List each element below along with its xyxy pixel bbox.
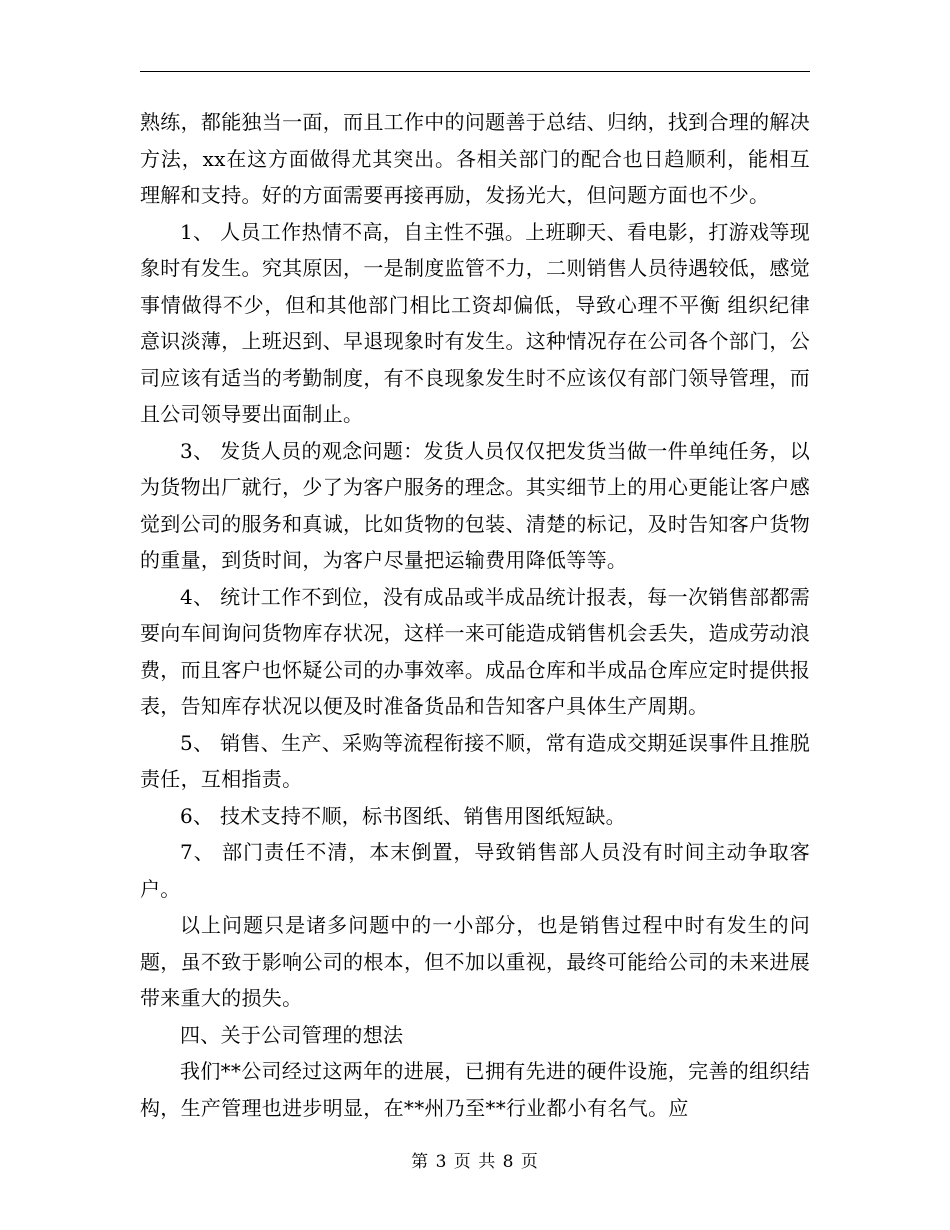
header-rule [140, 71, 810, 72]
paragraph: 7、 部门责任不清，本末倒置，导致销售部人员没有时间主动争取客户。 [140, 840, 810, 901]
paragraph: 3、 发货人员的观念问题：发货人员仅仅把发货当做一件单纯任务，以为货物出厂就行，少了为客户服务的理念。其实细节上的用心更能让客户感觉到公司的服务和真诚，比如货物的包装、清楚的标记，及时告知客户货物的重量，到货时间，为客户尽量把运输费用降低等等。 [140, 438, 810, 572]
paragraph: 5、 销售、生产、采购等流程衔接不顺，常有造成交期延误事件且推脱责任，互相指责。 [140, 730, 810, 791]
page-footer [0, 1150, 950, 1174]
paragraph: 熟练，都能独当一面，而且工作中的问题善于总结、归纳，找到合理的解决方法，xx在这方面做得尤其突出。各相关部门的配合也日趋顺利，能相互理解和支持。好的方面需要再接再励，发扬光大，但问题方面也不少。 [140, 110, 810, 207]
footer-suffix: 页 [514, 1152, 539, 1172]
document-body [140, 104, 810, 1126]
paragraph: 1、 人员工作热情不高，自主性不强。上班聊天、看电影，打游戏等现象时有发生。究其原因，一是制度监管不力，二则销售人员待遇较低，感觉事情做得不少，但和其他部门相比工资却偏低，导致心理不平衡 组织纪律意识淡薄，上班迟到、早退现象时有发生。这种情况存在公司各个部门，公司应该有适当的考勤制度，有不良现象发生时不应该仅有部门领导管理，而且公司领导要出面制止。 [140, 219, 810, 426]
paragraph: 6、 技术支持不顺，标书图纸、销售用图纸短缺。 [180, 803, 626, 828]
paragraph: 4、 统计工作不到位，没有成品或半成品统计报表，每一次销售部都需要向车间询问货物库存状况，这样一来可能造成销售机会丢失，造成劳动浪费，而且客户也怀疑公司的办事效率。成品仓库和半成品仓库应定时提供报表，告知库存状况以便及时准备货品和告知客户具体生产周期。 [140, 584, 810, 718]
paragraph: 我们**公司经过这两年的进展，已拥有先进的硬件设施，完善的组织结构，生产管理也进步明显，在**州乃至**行业都小有名气。应 [140, 1059, 810, 1120]
paragraph: 以上问题只是诸多问题中的一小部分，也是销售过程中时有发生的问题，虽不致于影响公司的根本，但不加以重视，最终可能给公司的未来进展带来重大的损失。 [140, 913, 810, 1010]
page-number: 3 [435, 1152, 448, 1172]
page-total: 8 [502, 1152, 515, 1172]
section-heading: 四、关于公司管理的想法 [180, 1022, 404, 1047]
footer-middle: 页 共 [447, 1152, 503, 1172]
footer-prefix: 第 [411, 1152, 436, 1172]
